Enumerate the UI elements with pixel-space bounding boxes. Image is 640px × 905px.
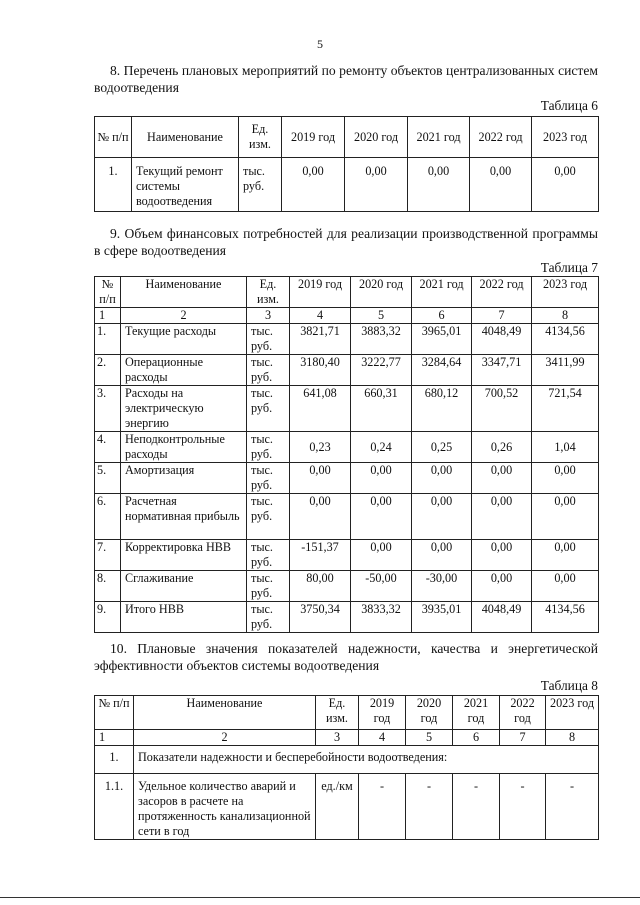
table-cell: тыс. руб.: [247, 432, 290, 463]
table-cell: 0,00: [472, 494, 532, 540]
table-cell: -: [406, 774, 453, 840]
column-number: 6: [412, 308, 472, 324]
table-8-caption: Таблица 8: [540, 678, 598, 693]
table-cell: 0,00: [282, 158, 345, 212]
table-row: [95, 463, 599, 494]
table-7-body: [95, 324, 599, 633]
table-cell: 660,31: [351, 386, 412, 432]
table-cell: Неподконтрольные расходы: [121, 432, 247, 463]
column-number: 4: [359, 730, 406, 746]
table-cell: 0,00: [472, 571, 532, 602]
table-cell: тыс. руб.: [239, 158, 282, 212]
table-cell: 641,08: [290, 386, 351, 432]
table-row: [95, 158, 599, 212]
table-7-header-cell: 2022 год: [472, 277, 532, 308]
table-cell: 0,23: [290, 432, 351, 463]
table-8-header-cell: 2020 год: [406, 696, 453, 730]
table-cell: 0,00: [412, 494, 472, 540]
table-7-header-cell: Наименование: [121, 277, 247, 308]
table-cell: 0,00: [412, 540, 472, 571]
table-6-header-cell: 2021 год: [408, 117, 470, 158]
table-cell: 3222,77: [351, 355, 412, 386]
table-cell: Итого НВВ: [121, 602, 247, 633]
table-row: [95, 432, 599, 463]
table-7-header-cell: 2020 год: [351, 277, 412, 308]
table-row: [95, 571, 599, 602]
column-number: 6: [453, 730, 500, 746]
column-number: 5: [406, 730, 453, 746]
section-8-heading: 8. Перечень плановых мероприятий по ремонту объектов централизованных систем водоотведения: [94, 63, 598, 95]
table-6-header-cell: Наименование: [132, 117, 239, 158]
table-cell: 721,54: [532, 386, 599, 432]
column-number: 1: [95, 730, 134, 746]
table-cell: 2.: [95, 355, 121, 386]
table-cell: 0,00: [351, 494, 412, 540]
table-cell: 9.: [95, 602, 121, 633]
table-cell: 0,00: [351, 540, 412, 571]
table-cell: 3965,01: [412, 324, 472, 355]
table-row: [95, 355, 599, 386]
table-cell: 0,00: [290, 494, 351, 540]
table-cell: 0,00: [532, 540, 599, 571]
table-cell: 3750,34: [290, 602, 351, 633]
table-7-header-cell: 2023 год: [532, 277, 599, 308]
table-cell: 0,00: [532, 494, 599, 540]
table-cell: Текущие расходы: [121, 324, 247, 355]
table-cell: тыс. руб.: [247, 602, 290, 633]
table-6-header-cell: 2023 год: [532, 117, 599, 158]
table-6: [94, 116, 599, 212]
table-cell: Расходы на электрическую энергию: [121, 386, 247, 432]
table-7-header-row: [95, 277, 599, 308]
table-cell: 0,00: [532, 463, 599, 494]
table-cell: 0,00: [290, 463, 351, 494]
column-number: 7: [500, 730, 546, 746]
group-number: 1.: [95, 746, 134, 774]
table-7-numbering-row: [95, 308, 599, 324]
table-cell: -: [500, 774, 546, 840]
table-cell: Удельное количество аварий и засоров в расчете на протяженность канализационной сети в год: [134, 774, 316, 840]
table-cell: 3347,71: [472, 355, 532, 386]
table-cell: -: [359, 774, 406, 840]
table-row: [95, 774, 599, 840]
table-cell: 1.: [95, 158, 132, 212]
table-cell: 680,12: [412, 386, 472, 432]
table-cell: 3411,99: [532, 355, 599, 386]
table-cell: 0,00: [472, 540, 532, 571]
group-title: Показатели надежности и бесперебойности водоотведения:: [134, 746, 599, 774]
table-6-header-cell: 2019 год: [282, 117, 345, 158]
table-cell: 0,00: [532, 158, 599, 212]
table-8-numbering-row: [95, 730, 599, 746]
column-number: 1: [95, 308, 121, 324]
table-6-caption: Таблица 6: [540, 98, 598, 113]
section-10-heading: 10. Плановые значения показателей надежности, качества и энергетической эффективности объектов системы водоотведения: [94, 641, 598, 673]
table-8-header-cell: № п/п: [95, 696, 134, 730]
table-6-header-row: [95, 117, 599, 158]
table-6-header-cell: 2020 год: [345, 117, 408, 158]
table-cell: тыс. руб.: [247, 540, 290, 571]
table-cell: тыс. руб.: [247, 494, 290, 540]
table-cell: 5.: [95, 463, 121, 494]
section-9-heading: 9. Объем финансовых потребностей для реализации производственной программы в сфере водоотведения: [94, 226, 598, 258]
table-row: [95, 494, 599, 540]
table-cell: 3883,32: [351, 324, 412, 355]
table-cell: 3.: [95, 386, 121, 432]
column-number: 5: [351, 308, 412, 324]
table-cell: 0,00: [472, 463, 532, 494]
table-cell: 0,25: [412, 432, 472, 463]
table-cell: 3833,32: [351, 602, 412, 633]
table-cell: 7.: [95, 540, 121, 571]
table-cell: 4.: [95, 432, 121, 463]
table-cell: тыс. руб.: [247, 355, 290, 386]
table-7: [94, 276, 599, 633]
table-8-header-cell: Ед. изм.: [316, 696, 359, 730]
table-cell: Корректировка НВВ: [121, 540, 247, 571]
table-6-header-cell: Ед. изм.: [239, 117, 282, 158]
table-7-header-cell: Ед. изм.: [247, 277, 290, 308]
table-cell: 4134,56: [532, 602, 599, 633]
column-number: 8: [546, 730, 599, 746]
column-number: 2: [121, 308, 247, 324]
column-number: 7: [472, 308, 532, 324]
table-cell: 0,00: [470, 158, 532, 212]
table-cell: -151,37: [290, 540, 351, 571]
table-cell: 6.: [95, 494, 121, 540]
table-cell: тыс. руб.: [247, 324, 290, 355]
table-cell: 0,00: [532, 571, 599, 602]
table-cell: тыс. руб.: [247, 386, 290, 432]
table-cell: 80,00: [290, 571, 351, 602]
table-cell: Операционные расходы: [121, 355, 247, 386]
table-7-header-cell: 2021 год: [412, 277, 472, 308]
table-row: [95, 386, 599, 432]
table-8-header-cell: 2023 год: [546, 696, 599, 730]
table-8-header-row: [95, 696, 599, 730]
column-number: 2: [134, 730, 316, 746]
table-cell: Сглаживание: [121, 571, 247, 602]
table-cell: 0,00: [412, 463, 472, 494]
table-row: [95, 324, 599, 355]
table-cell: 4048,49: [472, 602, 532, 633]
table-cell: ед./км: [316, 774, 359, 840]
column-number: 4: [290, 308, 351, 324]
table-cell: 4134,56: [532, 324, 599, 355]
table-cell: -: [546, 774, 599, 840]
table-cell: 3821,71: [290, 324, 351, 355]
table-cell: 3180,40: [290, 355, 351, 386]
table-7-header-cell: № п/п: [95, 277, 121, 308]
table-7-header-cell: 2019 год: [290, 277, 351, 308]
table-7-caption: Таблица 7: [540, 260, 598, 275]
table-cell: 0,00: [408, 158, 470, 212]
column-number: 3: [247, 308, 290, 324]
table-cell: Текущий ремонт системы водоотведения: [132, 158, 239, 212]
table-cell: 3935,01: [412, 602, 472, 633]
table-cell: -: [453, 774, 500, 840]
table-cell: 0,00: [351, 463, 412, 494]
table-8-header-cell: 2019 год: [359, 696, 406, 730]
table-cell: 1.1.: [95, 774, 134, 840]
table-cell: 1.: [95, 324, 121, 355]
table-6-header-cell: № п/п: [95, 117, 132, 158]
table-row: [95, 602, 599, 633]
table-cell: 0,00: [345, 158, 408, 212]
table-cell: 700,52: [472, 386, 532, 432]
table-8: [94, 695, 599, 840]
table-cell: -30,00: [412, 571, 472, 602]
table-cell: 3284,64: [412, 355, 472, 386]
table-8-group-row: [95, 746, 599, 774]
table-cell: 1,04: [532, 432, 599, 463]
table-cell: тыс. руб.: [247, 571, 290, 602]
table-8-header-cell: Наименование: [134, 696, 316, 730]
page-number: 5: [317, 37, 323, 51]
table-cell: 8.: [95, 571, 121, 602]
table-8-header-cell: 2022 год: [500, 696, 546, 730]
table-8-header-cell: 2021 год: [453, 696, 500, 730]
table-cell: -50,00: [351, 571, 412, 602]
table-row: [95, 540, 599, 571]
table-cell: Амортизация: [121, 463, 247, 494]
table-cell: Расчетная нормативная прибыль: [121, 494, 247, 540]
table-cell: тыс. руб.: [247, 463, 290, 494]
table-cell: 0,24: [351, 432, 412, 463]
table-cell: 0,26: [472, 432, 532, 463]
column-number: 3: [316, 730, 359, 746]
page-bottom-divider: [0, 897, 640, 898]
column-number: 8: [532, 308, 599, 324]
table-6-header-cell: 2022 год: [470, 117, 532, 158]
table-cell: 4048,49: [472, 324, 532, 355]
